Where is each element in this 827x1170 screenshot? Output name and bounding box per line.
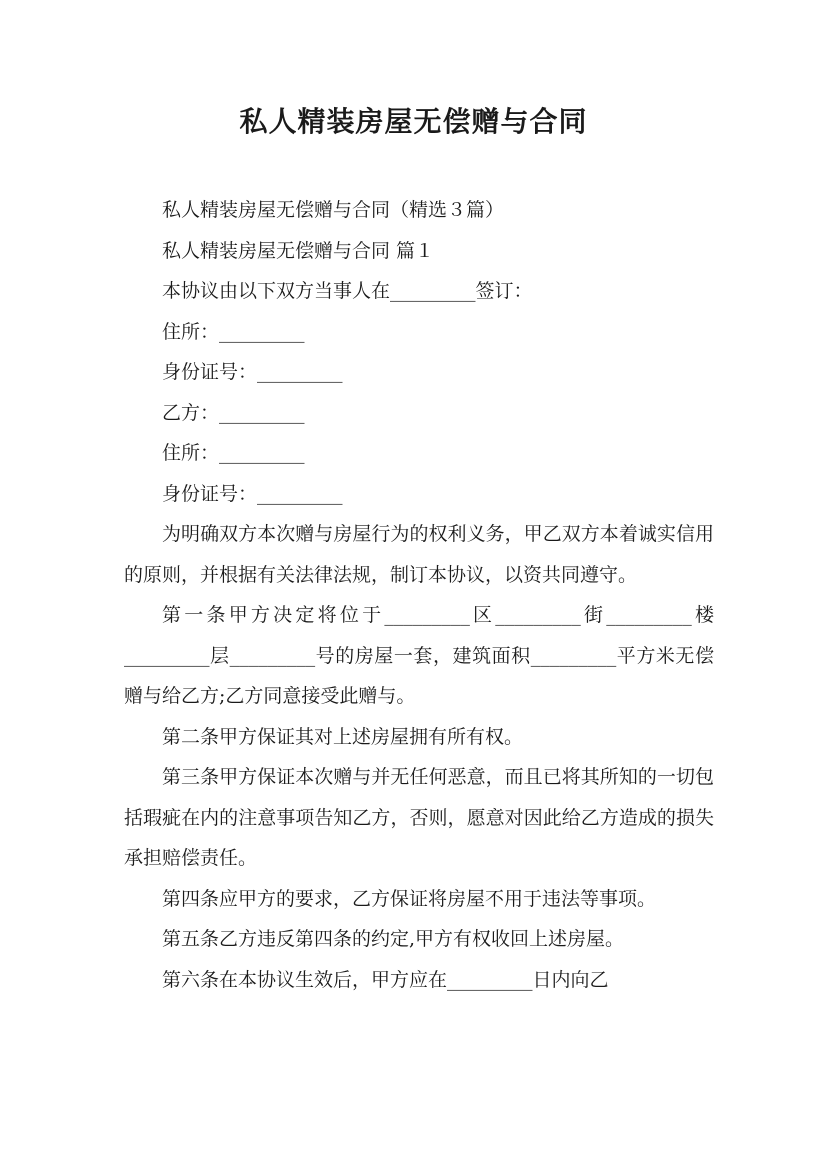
paragraph-signing-place: 本协议由以下双方当事人在_________签订：: [162, 280, 533, 302]
paragraph-article-3: 第三条甲方保证本次赠与并无任何恶意，而且已将其所知的一切包括瑕疵在内的注意事项告知乙方，否则，愿意对因此给乙方造成的损失承担赔偿责任。: [124, 766, 714, 869]
paragraph-purpose: 为明确双方本次赠与房屋行为的权利义务，甲乙双方本着诚实信用的原则，并根据有关法律法规，制订本协议，以资共同遵守。: [124, 523, 714, 586]
paragraph-article-4: 第四条应甲方的要求，乙方保证将房屋不用于违法等事项。: [162, 887, 657, 910]
paragraph-id-number-a: 身份证号：_________: [162, 361, 343, 383]
paragraph-article-6: 第六条在本协议生效后，甲方应在_________日内向乙: [162, 968, 609, 991]
document-title: 私人精装房屋无偿赠与合同: [239, 105, 588, 138]
paragraph-address-b: 住所：_________: [162, 442, 305, 464]
paragraph-subtitle: 私人精装房屋无偿赠与合同（精选３篇）: [162, 199, 505, 221]
paragraph-article-1: 第一条甲方决定将位于_________区_________街_________楼_________层_________号的房屋一套，建筑面积_________平方米无偿赠与给乙方;乙方同意接受此赠与。: [124, 604, 714, 707]
paragraph-address-a: 住所：_________: [162, 320, 305, 343]
document-body: [124, 190, 714, 1000]
paragraph-article-2: 第二条甲方保证其对上述房屋拥有所有权。: [162, 725, 524, 748]
paragraph-article-5: 第五条乙方违反第四条的约定,甲方有权收回上述房屋。: [162, 928, 625, 950]
paragraph-section-heading: 私人精装房屋无偿赠与合同 篇１: [162, 239, 435, 262]
paragraph-party-b: 乙方：_________: [162, 401, 305, 424]
paragraph-id-number-b: 身份证号：_________: [162, 482, 343, 505]
